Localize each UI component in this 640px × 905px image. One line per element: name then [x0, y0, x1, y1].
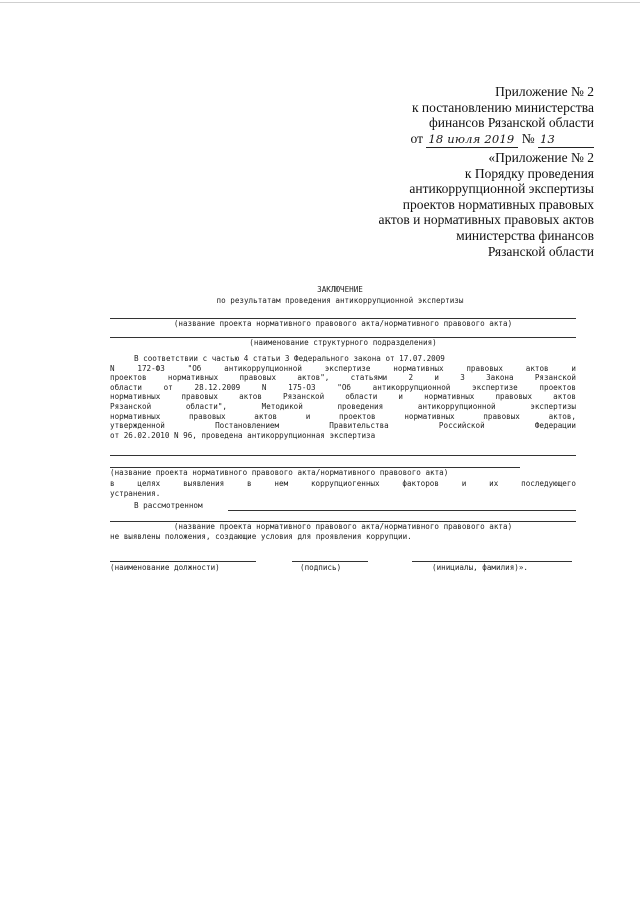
appendix-line: к постановлению министерства	[411, 99, 594, 115]
purpose-line: в целях выявления в нем коррупциогенных факторов и их последующего	[110, 479, 576, 488]
scan-top-edge	[0, 2, 640, 3]
signature-hint: (подпись)	[300, 563, 342, 572]
unit-name-hint: (наименование структурного подразделения)	[249, 338, 437, 347]
paragraph-line: утвержденной Постановлением Правительства Российской Федерации	[110, 421, 576, 430]
act-name-hint: (название проекта нормативного правового акта/нормативного правового акта)	[173, 319, 513, 328]
initials-hint: (инициалы, фамилия)».	[432, 563, 529, 572]
considered-prefix: В рассмотренном	[134, 501, 203, 510]
order-prefix: от	[410, 130, 423, 146]
purpose-line: устранения.	[110, 489, 161, 498]
order-date-handwritten: 18 июля 2019	[426, 132, 518, 149]
act-name-hint-3: (название проекта нормативного правового акта/нормативного правового акта)	[173, 522, 513, 531]
paragraph-line: Рязанской области", Методикой проведения антикоррупционной экспертизы	[110, 402, 576, 411]
conclusion-text: не выявлены положения, создающие условия для проявления коррупции.	[110, 532, 412, 541]
order-date-line	[411, 131, 595, 149]
document-subtitle: по результатам проведения антикоррупционной экспертизы	[216, 296, 464, 305]
appendix2-line: антикоррупционной экспертизы	[409, 181, 594, 197]
position-hint: (наименование должности)	[110, 563, 220, 572]
paragraph-line: от 26.02.2010 N 96, проведена антикоррупционная экспертиза	[110, 431, 376, 440]
act-name-line-2	[110, 455, 576, 456]
appendix2-line: проектов нормативных правовых	[402, 196, 594, 212]
paragraph-line: нормативных правовых актов и проектов нормативных правовых актов,	[110, 412, 576, 421]
paragraph-line: нормативных правовых актов Рязанской области и нормативных правовых актов	[110, 392, 576, 401]
order-number-label: №	[521, 130, 535, 146]
initials-line	[412, 561, 572, 562]
appendix-line: Приложение № 2	[495, 84, 594, 99]
signature-line	[292, 561, 368, 562]
paragraph-line: проектов нормативных правовых актов", статьями 2 и 3 Закона Рязанской	[110, 373, 576, 382]
appendix-procedure-header	[378, 150, 594, 259]
appendix2-line: к Порядку проведения	[464, 165, 594, 181]
appendix2-line: актов и нормативных правовых актов	[378, 212, 594, 228]
considered-field-line	[228, 510, 576, 511]
appendix2-line: «Приложение № 2	[488, 150, 594, 165]
position-line	[110, 561, 256, 562]
paragraph-line: N 172-ФЗ "Об антикоррупционной экспертизе нормативных правовых актов и	[110, 364, 576, 373]
appendix2-line: Рязанской области	[487, 243, 594, 259]
order-number-handwritten: 13	[538, 132, 594, 149]
paragraph-line: области от 28.12.2009 N 175-ОЗ "Об антикоррупционной экспертизе проектов	[110, 383, 576, 392]
paragraph-line: В соответствии с частью 4 статьи 3 Федерального закона от 17.07.2009	[134, 354, 445, 363]
appendix-line: финансов Рязанской области	[429, 115, 594, 131]
appendix-header	[411, 84, 595, 148]
act-name-hint-2: (название проекта нормативного правового акта/нормативного правового акта)	[110, 468, 449, 477]
appendix2-line: министерства финансов	[456, 227, 594, 243]
document-title: ЗАКЛЮЧЕНИЕ	[317, 285, 363, 294]
